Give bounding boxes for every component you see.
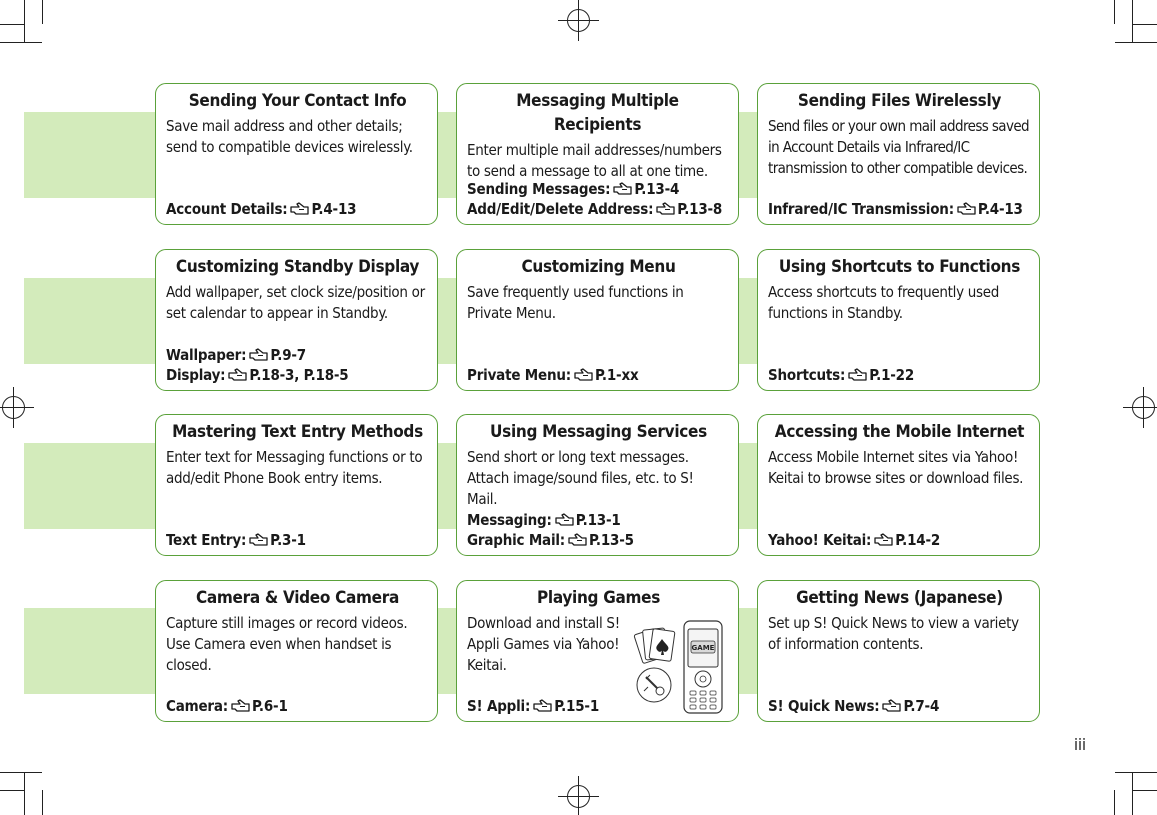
card-title: Playing Games bbox=[537, 588, 660, 608]
feature-card-customizing-menu bbox=[456, 249, 739, 391]
pointing-hand-icon bbox=[533, 699, 553, 713]
card-references bbox=[166, 530, 433, 550]
card-title: Getting News (Japanese) bbox=[796, 588, 1003, 608]
card-title: Messaging Multiple Recipients bbox=[516, 91, 679, 135]
card-references bbox=[768, 199, 1035, 219]
feature-card-text-entry bbox=[155, 414, 438, 556]
reference-label: Sending Messages: bbox=[467, 180, 611, 198]
card-title: Accessing the Mobile Internet bbox=[774, 422, 1025, 442]
feature-card-playing-games bbox=[456, 580, 739, 722]
card-references bbox=[768, 530, 1035, 550]
reference-page: P.13-4 bbox=[634, 180, 680, 198]
pointing-hand-icon bbox=[290, 202, 310, 216]
page-reference[interactable] bbox=[467, 530, 734, 550]
page-number: iii bbox=[1074, 735, 1086, 754]
reference-label: Display: bbox=[166, 366, 226, 384]
card-references bbox=[467, 179, 734, 219]
reference-label: Messaging: bbox=[467, 511, 552, 529]
feature-card-camera bbox=[155, 580, 438, 722]
card-references bbox=[467, 365, 734, 385]
card-description: Access Mobile Internet sites via Yahoo! Keitai to browse sites or download files. bbox=[768, 448, 1024, 487]
page-reference[interactable] bbox=[467, 179, 734, 199]
card-title: Customizing Menu bbox=[521, 257, 676, 277]
page-reference[interactable] bbox=[768, 199, 1035, 219]
reference-page: P.13-1 bbox=[575, 511, 621, 529]
reference-label: Private Menu: bbox=[467, 366, 571, 384]
card-title: Sending Your Contact Info bbox=[188, 91, 407, 111]
reference-page: P.13-8 bbox=[677, 200, 723, 218]
reference-page: P.13-5 bbox=[589, 531, 634, 549]
page-reference[interactable] bbox=[166, 696, 433, 716]
pointing-hand-icon bbox=[228, 368, 248, 382]
reference-label: Account Details: bbox=[166, 200, 288, 218]
feature-card-sending-contact-info bbox=[155, 83, 438, 225]
card-references bbox=[166, 199, 433, 219]
reference-page: P.3-1 bbox=[270, 531, 306, 549]
reference-page: P.4-13 bbox=[311, 200, 357, 218]
card-title: Camera & Video Camera bbox=[195, 588, 400, 608]
page-reference[interactable] bbox=[467, 365, 734, 385]
card-description: Send files or your own mail address saved in Account Details via Infrared/IC transmission to other compatible devices. bbox=[768, 117, 1030, 177]
reference-page: P.4-13 bbox=[977, 200, 1023, 218]
pointing-hand-icon bbox=[574, 368, 594, 382]
reference-page: P.1-xx bbox=[594, 366, 639, 384]
page-reference[interactable] bbox=[768, 696, 1035, 716]
reference-page: P.18-3, P.18-5 bbox=[249, 366, 349, 384]
reference-page: P.14-2 bbox=[895, 531, 941, 549]
card-references bbox=[768, 696, 1035, 716]
card-description: Send short or long text messages. Attach image/sound files, etc. to S! Mail. bbox=[467, 448, 694, 508]
pointing-hand-icon bbox=[568, 533, 588, 547]
pointing-hand-icon bbox=[555, 513, 575, 527]
page-reference[interactable] bbox=[768, 365, 1035, 385]
pointing-hand-icon bbox=[249, 533, 269, 547]
reference-label: Camera: bbox=[166, 697, 228, 715]
pointing-hand-icon bbox=[882, 699, 902, 713]
card-title: Using Shortcuts to Functions bbox=[778, 257, 1021, 277]
side-band bbox=[24, 608, 156, 694]
feature-card-customizing-standby-display bbox=[155, 249, 438, 391]
feature-card-messaging-services bbox=[456, 414, 739, 556]
pointing-hand-icon bbox=[848, 368, 868, 382]
page-reference[interactable] bbox=[166, 345, 433, 365]
card-title: Sending Files Wirelessly bbox=[797, 91, 1002, 111]
feature-card-sending-files-wirelessly bbox=[757, 83, 1040, 225]
reference-page: P.15-1 bbox=[554, 697, 600, 715]
feature-card-messaging-multiple-recipients bbox=[456, 83, 739, 225]
card-description: Set up S! Quick News to view a variety of information contents. bbox=[768, 614, 1019, 653]
reference-label: Infrared/IC Transmission: bbox=[768, 200, 954, 218]
card-title: Customizing Standby Display bbox=[175, 257, 420, 277]
side-band bbox=[24, 443, 156, 529]
page-reference[interactable] bbox=[467, 696, 734, 716]
feature-card-getting-news bbox=[757, 580, 1040, 722]
card-references bbox=[166, 696, 433, 716]
page-reference[interactable] bbox=[166, 530, 433, 550]
side-band bbox=[24, 112, 156, 198]
feature-card-using-shortcuts bbox=[757, 249, 1040, 391]
reference-page: P.6-1 bbox=[251, 697, 288, 715]
card-references bbox=[166, 345, 433, 385]
card-description: Save frequently used functions in Private Menu. bbox=[467, 283, 684, 322]
card-references bbox=[467, 510, 734, 550]
page-reference[interactable] bbox=[166, 199, 433, 219]
reference-label: Shortcuts: bbox=[768, 366, 846, 384]
reference-page: P.1-22 bbox=[869, 366, 915, 384]
reference-label: Add/Edit/Delete Address: bbox=[467, 200, 654, 218]
feature-card-mobile-internet bbox=[757, 414, 1040, 556]
card-title: Using Messaging Services bbox=[490, 422, 707, 442]
page-reference[interactable] bbox=[768, 530, 1035, 550]
card-references bbox=[467, 696, 734, 716]
card-description: Save mail address and other details; send to compatible devices wirelessly. bbox=[166, 117, 413, 156]
reference-label: S! Quick News: bbox=[768, 697, 880, 715]
game-screen-text: GAME bbox=[691, 644, 715, 652]
page-reference[interactable] bbox=[467, 199, 734, 219]
pointing-hand-icon bbox=[874, 533, 894, 547]
page-reference[interactable] bbox=[166, 365, 433, 385]
reference-page: P.7-4 bbox=[903, 697, 940, 715]
page-reference[interactable] bbox=[467, 510, 734, 530]
pointing-hand-icon bbox=[249, 348, 269, 362]
pointing-hand-icon bbox=[656, 202, 676, 216]
pointing-hand-icon bbox=[613, 182, 633, 196]
reference-label: S! Appli: bbox=[467, 697, 531, 715]
card-description: Capture still images or record videos. Use Camera even when handset is closed. bbox=[166, 614, 408, 674]
reference-page: P.9-7 bbox=[270, 346, 306, 364]
reference-label: Yahoo! Keitai: bbox=[768, 531, 872, 549]
card-title: Mastering Text Entry Methods bbox=[172, 422, 423, 442]
reference-label: Text Entry: bbox=[166, 531, 247, 549]
side-band bbox=[24, 278, 156, 364]
card-description: Enter multiple mail addresses/numbers to send a message to all at one time. bbox=[467, 141, 722, 180]
card-description: Access shortcuts to frequently used functions in Standby. bbox=[768, 283, 1000, 322]
card-description: Enter text for Messaging functions or to add/edit Phone Book entry items. bbox=[166, 448, 423, 487]
card-references bbox=[768, 365, 1035, 385]
reference-label: Wallpaper: bbox=[166, 346, 247, 364]
reference-label: Graphic Mail: bbox=[467, 531, 565, 549]
pointing-hand-icon bbox=[231, 699, 251, 713]
card-description: Add wallpaper, set clock size/position or set calendar to appear in Standby. bbox=[166, 283, 425, 322]
card-description: Download and install S! Appli Games via Yahoo! Keitai. bbox=[467, 614, 620, 674]
pointing-hand-icon bbox=[957, 202, 977, 216]
